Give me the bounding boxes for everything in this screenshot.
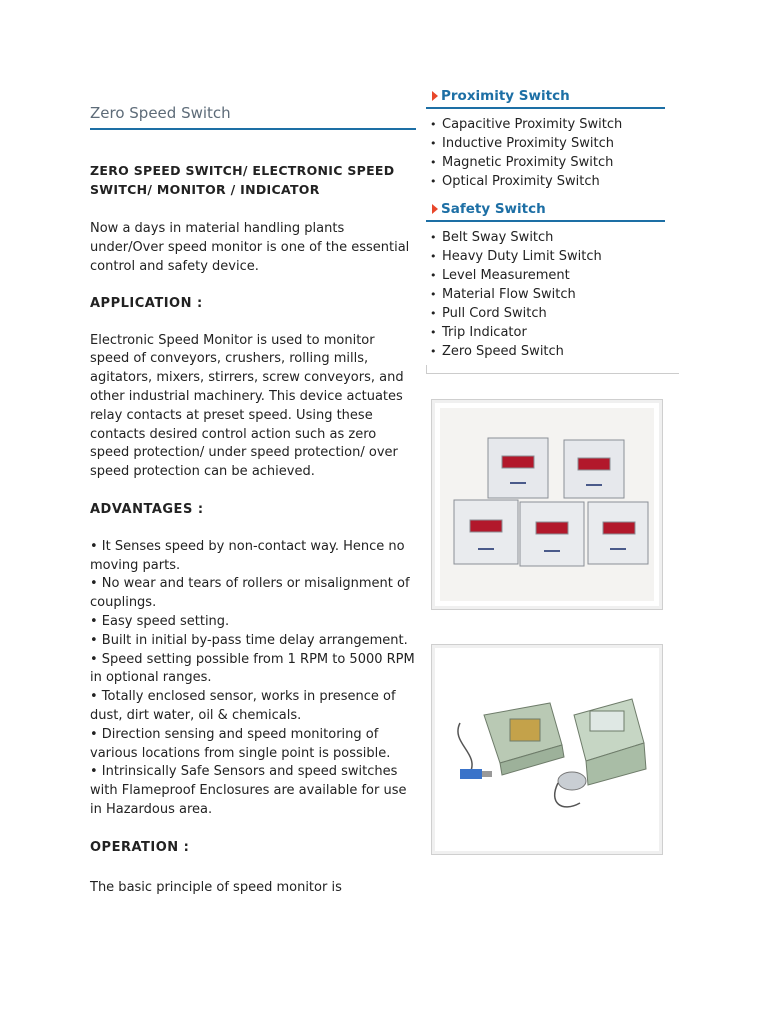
rpm-indicators-illustration [440,408,654,601]
safety-switch-heading-label: Safety Switch [441,201,546,217]
sidebar-link[interactable] [430,285,678,304]
proximity-switch-heading-label: Proximity Switch [441,88,570,104]
bullet-icon: • [430,231,437,244]
sidebar-link[interactable] [430,304,678,323]
bullet-icon: • [430,137,437,150]
advantage-item: • Direction sensing and speed monitoring of various locations from single point is possible. [90,726,391,761]
bullet-icon: • [430,250,437,263]
sidebar-link-label: Pull Cord Switch [442,306,547,321]
bullet-icon: • [430,269,437,282]
sidebar-link-label: Capacitive Proximity Switch [442,117,623,132]
main-content [90,104,416,897]
proximity-links [426,115,678,191]
bullet-icon: • [430,345,437,358]
sidebar-link-label: Inductive Proximity Switch [442,136,614,151]
sidebar-link[interactable] [430,266,678,285]
sidebar-link-label: Heavy Duty Limit Switch [442,249,602,264]
bullet-icon: • [430,175,437,188]
application-paragraph: Electronic Speed Monitor is used to monitor speed of conveyors, crushers, rolling mills, agitators, mixers, stirrers, screw conveyors, and other industrial machinery. This device actuates relay contacts at preset speed. Using these contacts desired control action such as zero speed protection/ under speed protection/ over speed protection can be achieved. [90,332,404,480]
sidebar-link-label: Zero Speed Switch [442,344,564,359]
sidebar-link[interactable] [430,172,678,191]
bullet-icon: • [430,307,437,320]
sidebar-link-label: Optical Proximity Switch [442,174,600,189]
product-subtitle: ZERO SPEED SWITCH/ ELECTRONIC SPEED SWITCH/ MONITOR / INDICATOR [90,162,395,197]
speed-switch-photo [431,644,663,855]
sidebar-link-label: Level Measurement [442,268,570,283]
bullet-icon: • [430,288,437,301]
arrow-right-icon [432,204,438,214]
page-title: Zero Speed Switch [90,104,416,130]
operation-heading: OPERATION : [90,839,190,855]
intro-paragraph: Now a days in material handling plants under/Over speed monitor is one of the essential control and safety device. [90,221,410,274]
advantages-list [90,538,416,820]
rpm-indicators-photo [431,399,663,610]
safety-links [426,228,678,361]
sidebar-link-label: Belt Sway Switch [442,230,554,245]
advantage-item: • Speed setting possible from 1 RPM to 5000 RPM in optional ranges. [90,651,415,686]
advantage-item: • Built in initial by-pass time delay arrangement. [90,632,408,648]
sidebar-link[interactable] [430,247,678,266]
application-heading: APPLICATION : [90,295,203,311]
sidebar-link[interactable] [430,323,678,342]
bullet-icon: • [430,326,437,339]
sidebar-link[interactable] [430,134,678,153]
sidebar [426,88,678,374]
advantage-item: • Intrinsically Safe Sensors and speed switches with Flameproof Enclosures are available for use in Hazardous area. [90,764,407,817]
advantages-heading: ADVANTAGES : [90,501,204,517]
safety-switch-heading[interactable] [426,201,665,222]
sidebar-link[interactable] [430,342,678,361]
arrow-right-icon [432,91,438,101]
sidebar-link[interactable] [430,153,678,172]
sidebar-link-label: Trip Indicator [442,325,527,340]
advantage-item: • It Senses speed by non-contact way. Hence no moving parts. [90,538,405,573]
advantage-item: • No wear and tears of rollers or misalignment of couplings. [90,576,410,611]
sidebar-link-label: Magnetic Proximity Switch [442,155,614,170]
speed-switch-illustration [440,653,654,846]
proximity-switch-heading[interactable] [426,88,665,109]
bullet-icon: • [430,118,437,131]
advantage-item: • Totally enclosed sensor, works in presence of dust, dirt water, oil & chemicals. [90,689,396,723]
sidebar-link[interactable] [430,228,678,247]
sidebar-divider [426,365,679,374]
sidebar-link[interactable] [430,115,678,134]
sidebar-link-label: Material Flow Switch [442,287,576,302]
operation-paragraph: The basic principle of speed monitor is [90,879,342,895]
bullet-icon: • [430,156,437,169]
advantage-item: • Easy speed setting. [90,613,230,629]
